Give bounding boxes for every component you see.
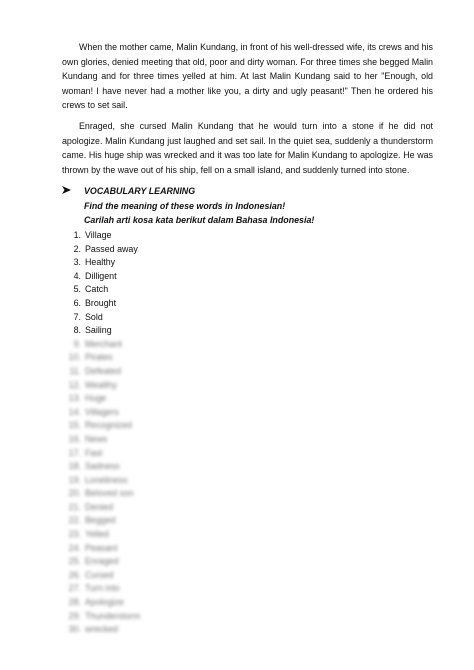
item-number: 14. xyxy=(68,406,81,417)
item-word: Enraged xyxy=(85,556,119,567)
vocabulary-item xyxy=(63,447,140,461)
item-number: 20. xyxy=(68,488,81,499)
item-word: Recognized xyxy=(85,420,132,431)
item-number: 10. xyxy=(68,352,81,363)
item-number: 12. xyxy=(68,379,81,390)
vocabulary-item xyxy=(63,243,140,257)
vocabulary-item xyxy=(63,365,140,379)
item-word: Defeated xyxy=(85,365,122,376)
item-number: 18. xyxy=(68,461,81,472)
item-word: Denied xyxy=(85,501,114,512)
item-number: 9. xyxy=(73,338,81,349)
arrow-bullet-icon-svg xyxy=(62,186,71,194)
item-number: 7. xyxy=(73,311,81,322)
item-word: Begged xyxy=(85,515,116,526)
vocabulary-item xyxy=(63,542,140,556)
item-number: 17. xyxy=(68,447,81,458)
item-number: 3. xyxy=(73,257,81,268)
vocabulary-item xyxy=(63,487,140,501)
item-number: 26. xyxy=(68,569,81,580)
instruction-english: Find the meaning of these words in Indonesian! xyxy=(84,201,286,211)
item-word: Huge xyxy=(85,393,107,404)
arrow-bullet-icon xyxy=(62,186,84,196)
vocabulary-item xyxy=(63,392,140,406)
item-number: 25. xyxy=(68,556,81,567)
item-number: 19. xyxy=(68,474,81,485)
vocabulary-item xyxy=(63,283,140,297)
item-number: 29. xyxy=(68,610,81,621)
vocabulary-item xyxy=(63,419,140,433)
vocabulary-item xyxy=(63,474,140,488)
vocabulary-item xyxy=(63,528,140,542)
vocabulary-item xyxy=(63,569,140,583)
vocabulary-item xyxy=(63,433,140,447)
item-number: 8. xyxy=(73,325,81,336)
vocabulary-item xyxy=(63,379,140,393)
item-word: News xyxy=(85,433,108,444)
item-word: Loneliness xyxy=(85,474,128,485)
item-number: 28. xyxy=(68,597,81,608)
instruction-indonesian: Carilah arti kosa kata berikut dalam Bahasa Indonesia! xyxy=(84,215,315,225)
vocabulary-list xyxy=(63,229,140,637)
vocabulary-item xyxy=(63,297,140,311)
item-word: Sold xyxy=(85,311,103,322)
vocabulary-item xyxy=(63,338,140,352)
item-number: 27. xyxy=(68,583,81,594)
item-word: Cursed xyxy=(85,569,114,580)
item-number: 21. xyxy=(68,501,81,512)
vocabulary-item xyxy=(63,270,140,284)
item-number: 16. xyxy=(68,433,81,444)
item-number: 1. xyxy=(73,230,81,240)
item-number: 6. xyxy=(73,297,81,308)
vocabulary-item xyxy=(63,229,140,243)
vocabulary-item xyxy=(63,460,140,474)
item-word: Sadness xyxy=(85,461,120,472)
item-number: 13. xyxy=(68,393,81,404)
item-number: 5. xyxy=(73,284,81,295)
item-word: Yelled xyxy=(85,529,109,540)
item-word: wrecked xyxy=(85,624,119,635)
item-word: Catch xyxy=(85,284,109,295)
vocabulary-item xyxy=(63,555,140,569)
item-word: Merchant xyxy=(85,338,122,349)
paragraph-text: When the mother came, Malin Kundang, in front of his well-dressed wife, its crews and his own glories, denied meeting that old, poor and dirty woman. For three times she begged Malin Kundang and for three times yelled at him. At last Malin Kundang said to her "Enough, old woman! I have never had a mother like you, a dirty and ugly peasant!" Then he ordered his crews to set sail. xyxy=(62,42,433,110)
vocabulary-item xyxy=(63,324,140,338)
item-number: 23. xyxy=(68,529,81,540)
vocabulary-item xyxy=(63,610,140,624)
vocabulary-heading xyxy=(62,186,195,196)
paragraph-text: Enraged, she cursed Malin Kundang that he would turn into a stone if he did not apologize. Malin Kundang just laughed and set sail. In the quiet sea, suddenly a thunderstorm came. His huge ship was wrecked and it was too late for Malin Kundang to apologize. He was thrown by the wave out of his ship, fell on a small island, and suddenly turned into stone. xyxy=(62,121,433,175)
vocabulary-item xyxy=(63,256,140,270)
item-word: Dilligent xyxy=(85,270,117,281)
item-number: 2. xyxy=(73,243,81,254)
vocabulary-item xyxy=(63,582,140,596)
story-paragraph-2 xyxy=(62,119,433,177)
vocabulary-item xyxy=(63,501,140,515)
item-word: Brought xyxy=(85,297,117,308)
item-number: 4. xyxy=(73,270,81,281)
item-word: Passed away xyxy=(85,243,138,254)
item-word: Wealthy xyxy=(85,379,117,390)
vocabulary-item xyxy=(63,351,140,365)
item-word: Fast xyxy=(85,447,103,458)
item-word: Thunderstorm xyxy=(85,610,141,621)
item-word: Villagers xyxy=(85,406,119,417)
item-word: Village xyxy=(85,230,112,240)
item-word: Peasant xyxy=(85,542,118,553)
item-number: 22. xyxy=(68,515,81,526)
vocabulary-item xyxy=(63,311,140,325)
item-number: 15. xyxy=(68,420,81,431)
vocabulary-item xyxy=(63,514,140,528)
vocabulary-heading-text: VOCABULARY LEARNING xyxy=(84,186,196,196)
item-word: Sailing xyxy=(85,325,112,336)
vocabulary-item xyxy=(63,596,140,610)
item-number: 24. xyxy=(68,542,81,553)
vocabulary-item xyxy=(63,623,140,637)
item-word: Beloved son xyxy=(85,488,134,499)
item-word: Turn into xyxy=(85,583,120,594)
item-number: 30. xyxy=(68,624,81,635)
item-number: 11. xyxy=(69,365,81,376)
vocabulary-item xyxy=(63,406,140,420)
item-word: Apologize xyxy=(85,597,124,608)
item-word: Healthy xyxy=(85,257,116,268)
story-paragraph-1 xyxy=(62,40,433,113)
item-word: Pirates xyxy=(85,352,113,363)
